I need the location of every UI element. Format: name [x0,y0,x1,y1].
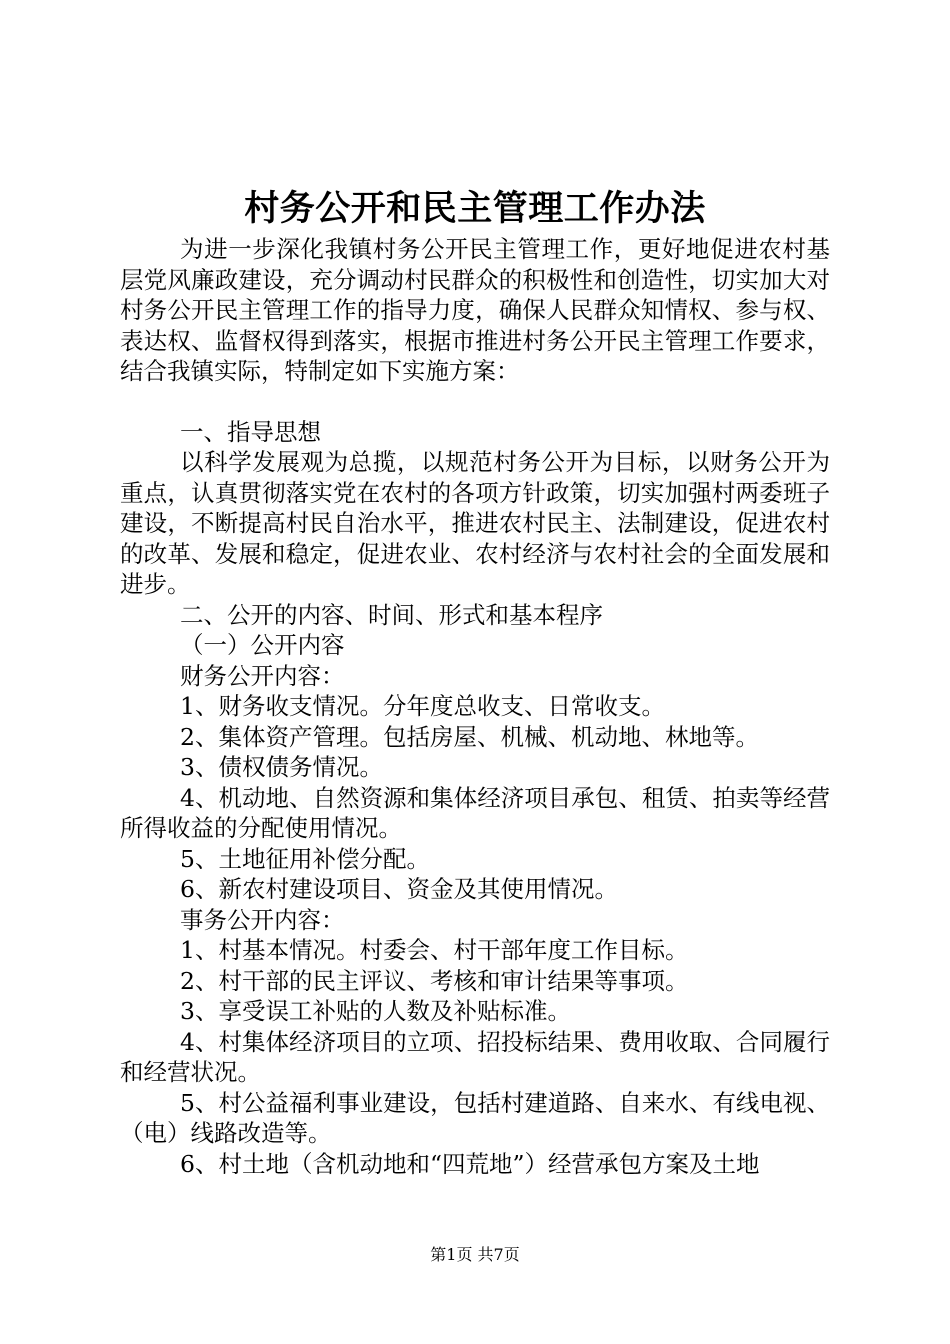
financial-disclosure-heading: 财务公开内容： [180,661,345,690]
list-item: 2、村干部的民主评议、考核和审计结果等事项。 [180,966,689,995]
intro-paragraph: 为进一步深化我镇村务公开民主管理工作，更好地促进农村基层党风廉政建设，充分调动村民群众的积极性和创造性，切实加大对村务公开民主管理工作的指导力度，确保人民群众知情权、参与权、表达权、监督权得到落实，根据市推进村务公开民主管理工作要求，结合我镇实际，特制定如下实施方案： [120,235,830,385]
list-item: 1、财务收支情况。分年度总收支、日常收支。 [180,692,665,720]
affairs-disclosure-heading: 事务公开内容： [180,905,345,934]
list-item: 2、集体资产管理。包括房屋、机械、机动地、林地等。 [180,722,759,751]
page-number-footer: 第1页 共7页 [430,1245,520,1264]
section-heading-guiding-thought: 一、指导思想 [180,417,321,446]
list-item: 5、土地征用补偿分配。 [180,844,430,873]
guiding-thought-paragraph: 以科学发展观为总揽，以规范村务公开为目标，以财务公开为重点，认真贯彻落实党在农村的各项方针政策，切实加强村两委班子建设，不断提高村民自治水平，推进农村民主、法制建设，促进农村的改革、发展和稳定，促进农业、农村经济与农村社会的全面发展和进步。 [120,448,830,598]
list-item: 1、村基本情况。村委会、村干部年度工作目标。 [180,936,689,964]
list-item: 3、享受误工补贴的人数及补贴标准。 [180,997,571,1025]
list-item: 5、村公益福利事业建设，包括村建道路、自来水、有线电视、（电）线路改造等。 [120,1088,830,1147]
section-heading-content: 二、公开的内容、时间、形式和基本程序 [180,600,603,629]
list-item: 4、机动地、自然资源和集体经济项目承包、租赁、拍卖等经营所得收益的分配使用情况。 [120,783,830,842]
document-title: 村务公开和民主管理工作办法 [244,188,706,229]
subsection-heading-public-content: （一）公开内容 [180,631,345,659]
list-item: 6、村土地（含机动地和“四荒地”）经营承包方案及土地 [180,1149,760,1178]
document-body [120,234,830,1179]
list-item: 3、债权债务情况。 [180,753,383,781]
list-item: 6、新农村建设项目、资金及其使用情况。 [180,875,618,903]
list-item: 4、村集体经济项目的立项、招投标结果、费用收取、合同履行和经营状况。 [120,1027,830,1086]
